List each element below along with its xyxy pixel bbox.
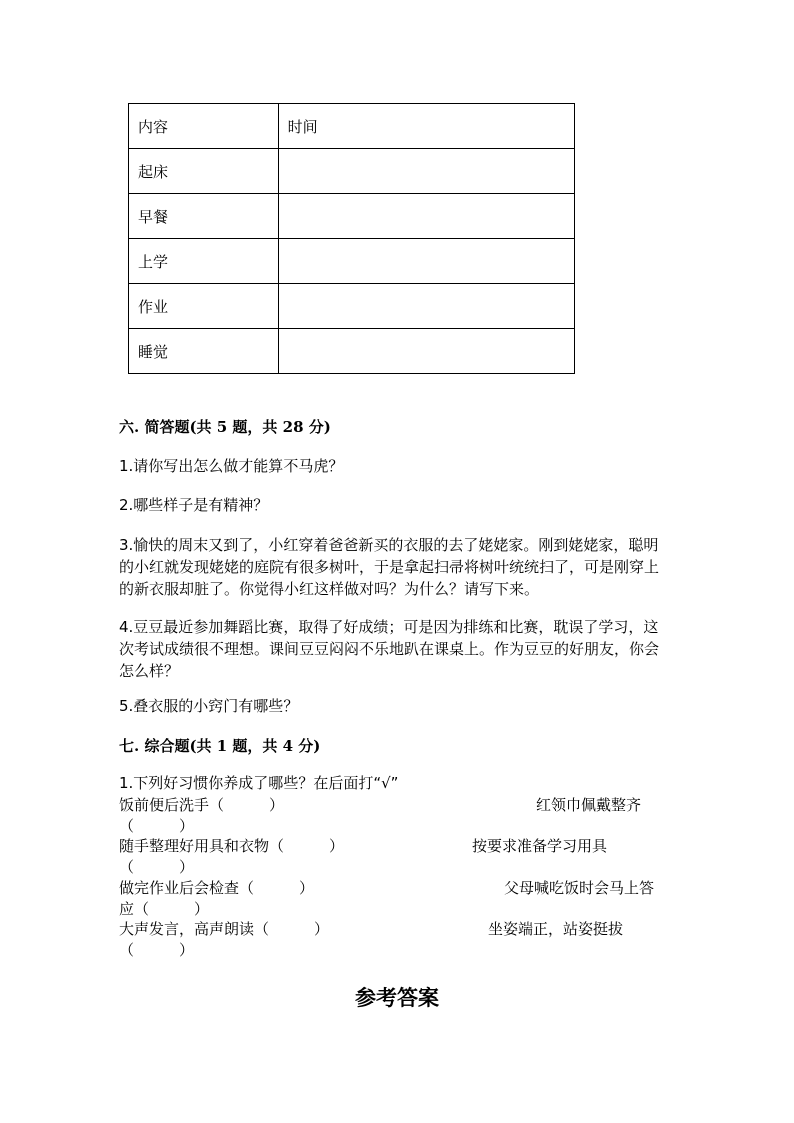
habit-item-left: 大声发言，高声朗读（ ） xyxy=(119,920,330,938)
schedule-table xyxy=(128,103,575,374)
habit-item-left: 随手整理好用具和衣物（ ） xyxy=(119,837,345,855)
question-item: 1.请你写出怎么做才能算不马虎？ xyxy=(119,457,344,475)
table-row xyxy=(129,329,575,374)
table-row xyxy=(129,239,575,284)
section-6-title: 六. 简答题(共 5 题，共 28 分) xyxy=(119,418,331,436)
table-cell xyxy=(278,149,574,194)
habit-item-right: 坐姿端正，站姿挺拔 xyxy=(488,920,624,938)
section-7-title: 七. 综合题(共 1 题，共 4 分) xyxy=(119,737,321,755)
table-header-cell: 内容 xyxy=(129,104,279,149)
habit-item-right: 按要求准备学习用具 xyxy=(472,837,608,855)
table-cell xyxy=(278,194,574,239)
table-cell: 睡觉 xyxy=(129,329,279,374)
table-cell: 起床 xyxy=(129,149,279,194)
table-header-cell: 时间 xyxy=(278,104,574,149)
habit-item-left: 做完作业后会检查（ ） xyxy=(119,879,315,897)
question-item: 4.豆豆最近参加舞蹈比赛，取得了好成绩；可是因为排练和比赛，耽误了学习，这次考试成绩很不理想。课间豆豆闷闷不乐地趴在课桌上。作为豆豆的好朋友，你会怎么样？ xyxy=(119,618,660,680)
table-cell xyxy=(278,329,574,374)
table-cell: 作业 xyxy=(129,284,279,329)
habit-item-cont: （ ） xyxy=(119,858,195,876)
table-cell: 早餐 xyxy=(129,194,279,239)
question-item: 3.愉快的周末又到了，小红穿着爸爸新买的衣服的去了姥姥家。刚到姥姥家，聪明的小红就发现姥姥的庭院有很多树叶，于是拿起扫帚将树叶统统扫了，可是刚穿上的新衣服却脏了。你觉得小红这样做对吗？为什么？请写下来。 xyxy=(119,536,660,598)
table-row xyxy=(129,149,575,194)
table-row xyxy=(129,284,575,329)
table-cell xyxy=(278,284,574,329)
table-cell: 上学 xyxy=(129,239,279,284)
habit-item-cont: 应（ ） xyxy=(119,900,210,918)
table-header-row xyxy=(129,104,575,149)
question-item: 5.叠衣服的小窍门有哪些？ xyxy=(119,697,299,715)
habit-item-cont: （ ） xyxy=(119,817,195,835)
answer-key-title: 参考答案 xyxy=(355,985,439,1010)
habit-item-left: 饭前便后洗手（ ） xyxy=(119,796,285,814)
table-row xyxy=(129,194,575,239)
habit-item-cont: （ ） xyxy=(119,941,195,959)
habit-item-right: 父母喊吃饭时会马上答 xyxy=(504,879,655,897)
table-cell xyxy=(278,239,574,284)
habit-question: 1.下列好习惯你养成了哪些？在后面打“√” xyxy=(119,774,399,792)
habit-item-right: 红领巾佩戴整齐 xyxy=(536,796,642,814)
question-item: 2.哪些样子是有精神？ xyxy=(119,496,269,514)
